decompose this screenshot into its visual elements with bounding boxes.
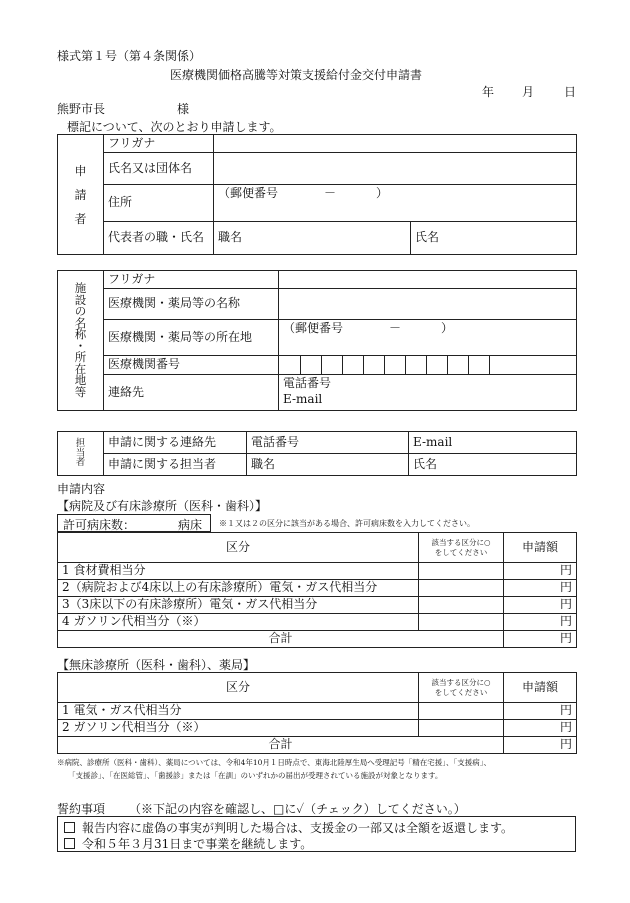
- facility-name-label: 医療機関・薬局等の名称: [104, 289, 279, 320]
- facility-number-label: 医療機関番号: [104, 356, 279, 375]
- clinic-row-amount[interactable]: 円: [504, 720, 577, 737]
- hospital-col-category: 区分: [58, 533, 419, 563]
- addressee: 熊野市長: [57, 102, 106, 116]
- pledge-box: [57, 816, 576, 852]
- digit-box[interactable]: [447, 356, 468, 374]
- person-side-label: 担 当 者: [58, 432, 104, 476]
- applicant-furigana-field[interactable]: [214, 135, 577, 153]
- form-title: 医療機関価格高騰等対策支援給付金交付申請書: [170, 68, 423, 82]
- digit-box[interactable]: [384, 356, 405, 374]
- checkbox-icon[interactable]: [64, 838, 75, 849]
- clinic-total-label: 合計: [58, 737, 504, 754]
- person-phone-label: 電話番号: [251, 434, 300, 449]
- clinic-col-category: 区分: [58, 673, 419, 703]
- hospital-row-amount[interactable]: 円: [504, 580, 577, 597]
- hospital-row-amount[interactable]: 円: [504, 614, 577, 631]
- hospital-total-amount[interactable]: 円: [504, 631, 577, 648]
- facility-furigana-label: フリガナ: [104, 271, 279, 289]
- applicant-table: [57, 134, 577, 255]
- digit-box[interactable]: [405, 356, 426, 374]
- facility-name-field[interactable]: [279, 289, 577, 320]
- postal-prefix: （郵便番号: [218, 186, 279, 200]
- facility-address-label: 医療機関・薬局等の所在地: [104, 320, 279, 356]
- content-heading: 申請内容: [57, 482, 106, 496]
- person-email-label: E-mail: [413, 434, 453, 449]
- checkbox-icon[interactable]: [64, 822, 75, 833]
- applicant-address-field[interactable]: [214, 185, 577, 222]
- hospital-row-label: 4 ガソリン代相当分（※）: [58, 614, 419, 631]
- clinic-row-label: 2 ガソリン代相当分（※）: [58, 720, 419, 737]
- postal-dash: －: [324, 186, 337, 200]
- pledge-heading: 誓約事項: [57, 802, 106, 816]
- facility-furigana-field[interactable]: [279, 271, 577, 289]
- person-contact-label: 申請に関する連絡先: [104, 432, 247, 454]
- person-name-field[interactable]: [409, 454, 577, 476]
- beds-box[interactable]: [57, 514, 211, 532]
- hospital-row-amount[interactable]: 円: [504, 597, 577, 614]
- intro-text: 標記について、次のとおり申請します。: [67, 120, 282, 134]
- applicant-furigana-label: フリガナ: [104, 135, 214, 153]
- digit-box[interactable]: [342, 356, 363, 374]
- hospital-row-check[interactable]: [419, 597, 504, 614]
- facility-number-field[interactable]: [279, 356, 577, 375]
- pledge-instruction: （※下記の内容を確認し、□に✓（チェック）してください。）: [129, 802, 466, 816]
- representative-name-label: 氏名: [415, 230, 440, 245]
- clinic-col-amount: 申請額: [504, 673, 577, 703]
- facility-number-digits: [279, 356, 576, 374]
- representative-title-field[interactable]: [214, 222, 411, 255]
- facility-side-label: 施 設 の 名 称 ・ 所 在 地 等: [58, 271, 104, 411]
- hospital-heading: 【病院及び有床診療所（医科・歯科）】: [57, 499, 268, 513]
- honorific: 様: [177, 102, 190, 116]
- digit-box[interactable]: [468, 356, 489, 374]
- hospital-total-label: 合計: [58, 631, 504, 648]
- facility-contact-label: 連絡先: [104, 375, 279, 411]
- person-title-label: 職名: [251, 456, 276, 471]
- pledge-item[interactable]: [64, 835, 312, 852]
- digit-box[interactable]: [300, 356, 321, 374]
- date-month-label: 月: [522, 85, 535, 99]
- person-name-label: 氏名: [413, 456, 438, 471]
- facility-postal-close: ）: [441, 321, 454, 335]
- facility-postal-prefix: （郵便番号: [283, 321, 344, 335]
- clinic-row-amount[interactable]: 円: [504, 703, 577, 720]
- person-phone-field[interactable]: [247, 432, 409, 454]
- digit-box[interactable]: [321, 356, 342, 374]
- representative-label: 代表者の職・氏名: [104, 222, 214, 255]
- facility-postal-dash: －: [389, 321, 402, 335]
- applicant-address-label: 住所: [104, 185, 214, 222]
- date-day-label: 日: [564, 85, 577, 99]
- clinic-row-label: 1 電気・ガス代相当分: [58, 703, 419, 720]
- representative-name-field[interactable]: [411, 222, 577, 255]
- representative-title-label: 職名: [218, 230, 243, 245]
- hospital-row-check[interactable]: [419, 580, 504, 597]
- person-title-field[interactable]: [247, 454, 409, 476]
- pledge-item[interactable]: [64, 819, 513, 836]
- facility-address-field[interactable]: [279, 320, 577, 356]
- hospital-col-amount: 申請額: [504, 533, 577, 563]
- pledge-item-text: 報告内容に虚偽の事実が判明した場合は、支援金の一部又は全額を返還します。: [82, 821, 514, 835]
- hospital-table: [57, 532, 577, 648]
- pledge-item-text: 令和５年３月31日まで事業を継続します。: [82, 837, 313, 851]
- postal-close: ）: [376, 186, 389, 200]
- applicant-name-label: 氏名又は団体名: [104, 153, 214, 185]
- clinic-heading: 【無床診療所（医科・歯科）、薬局】: [57, 658, 256, 672]
- clinic-row-check[interactable]: [419, 703, 504, 720]
- clinic-total-amount[interactable]: 円: [504, 737, 577, 754]
- facility-contact-field[interactable]: [279, 375, 577, 411]
- facility-table: [57, 270, 577, 411]
- digit-box[interactable]: [426, 356, 447, 374]
- person-email-field[interactable]: [409, 432, 577, 454]
- hospital-row-check[interactable]: [419, 563, 504, 580]
- digit-box[interactable]: [279, 356, 300, 374]
- applicant-side-label: 申 請 者: [58, 135, 104, 255]
- footnote-line-1: ※病院、診療所（医科・歯科）、薬局については、令和4年10月１日時点で、東海北陸厚生局へ受理記号「精在宅援」、「支援病」、: [57, 758, 492, 767]
- person-in-charge-label: 申請に関する担当者: [104, 454, 247, 476]
- form-number: 様式第１号（第４条関係）: [57, 49, 202, 63]
- applicant-name-field[interactable]: [214, 153, 577, 185]
- beds-note: ※１又は２の区分に該当がある場合、許可病床数を入力してください。: [219, 519, 475, 528]
- person-table: [57, 431, 577, 476]
- hospital-row-amount[interactable]: 円: [504, 563, 577, 580]
- hospital-row-check[interactable]: [419, 614, 504, 631]
- clinic-row-check[interactable]: [419, 720, 504, 737]
- beds-label: 許可病床数：: [63, 518, 136, 532]
- footnote-line-2: 「支援診」、「在医総管」、「歯援診」または「在訓」のいずれかの届出が受理されている施設が対象となります。: [68, 771, 443, 780]
- digit-box-spacer: [489, 356, 576, 374]
- hospital-row-label: 3（3床以下の有床診療所）電気・ガス代相当分: [58, 597, 419, 614]
- facility-email-label: E-mail: [283, 391, 323, 406]
- beds-unit: 病床: [178, 518, 203, 532]
- hospital-col-check: 該当する区分に○ をしてください: [419, 533, 504, 563]
- clinic-col-check: 該当する区分に○ をしてください: [419, 673, 504, 703]
- date-year-label: 年: [482, 85, 495, 99]
- hospital-row-label: 2（病院および4床以上の有床診療所）電気・ガス代相当分: [58, 580, 419, 597]
- digit-box[interactable]: [363, 356, 384, 374]
- clinic-table: [57, 672, 577, 754]
- hospital-row-label: 1 食材費相当分: [58, 563, 419, 580]
- facility-phone-label: 電話番号: [283, 376, 332, 390]
